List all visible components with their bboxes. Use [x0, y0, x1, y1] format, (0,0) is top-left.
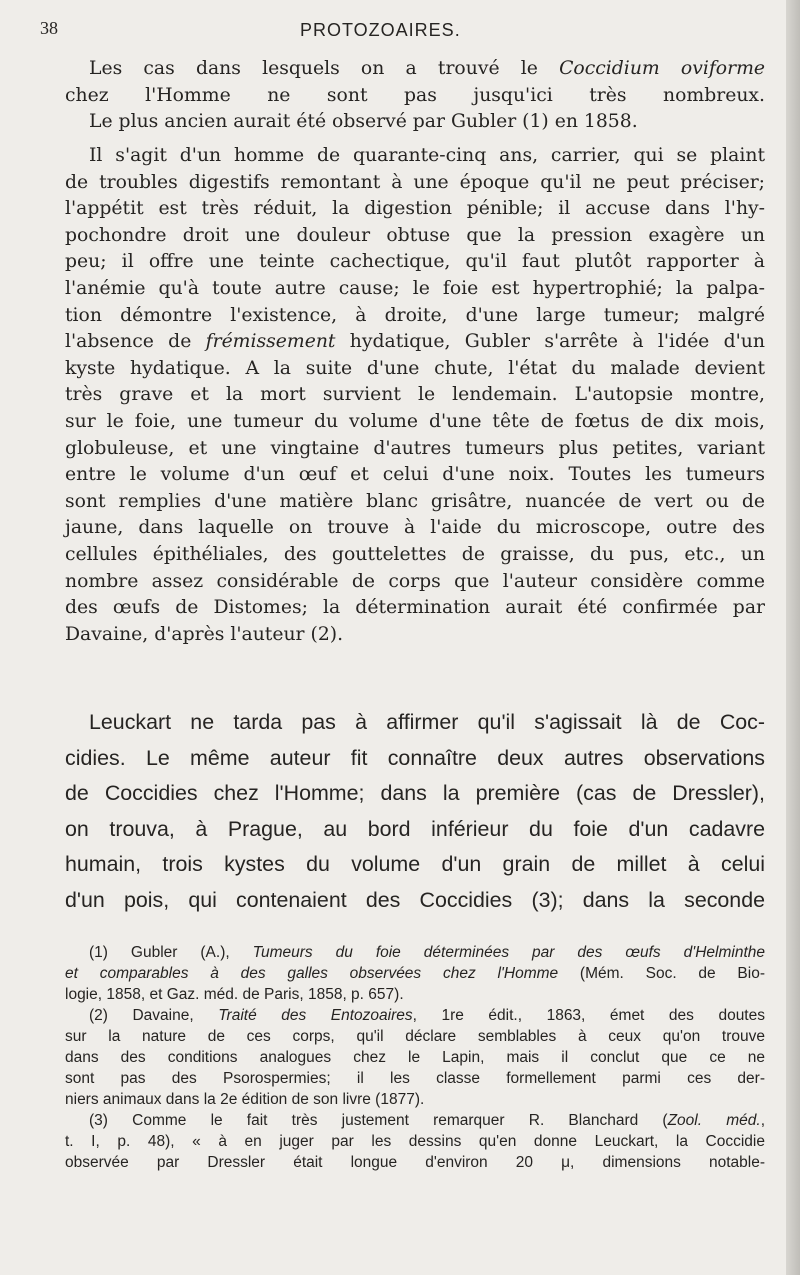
- paragraph-case-report: [65, 143, 765, 648]
- text-line: cellules épithéliales, des gouttelettes de graisse, du pus, etc., un: [65, 543, 765, 565]
- text-line: pochondre droit une douleur obtuse que la pression exagère un: [65, 224, 765, 246]
- footnotes: [65, 942, 765, 1173]
- running-title: PROTOZOAIRES.: [300, 20, 461, 40]
- text-line: globuleuse, et une vingtaine d'autres tumeurs plus petites, variant: [65, 437, 765, 459]
- text-line: niers animaux dans la 2e édition de son livre (1877).: [65, 1091, 425, 1108]
- page-number: 38: [40, 18, 58, 38]
- footnote-2: [65, 1005, 765, 1110]
- text-line: jaune, dans laquelle on trouve à l'aide du microscope, outre des: [65, 517, 765, 539]
- text-line: humain, trois kystes du volume d'un grain de millet à celui: [65, 852, 765, 876]
- text-line: l'absence de frémissement hydatique, Gubler s'arrête à l'idée d'un: [65, 331, 765, 353]
- text-line: sont pas des Psorospermies; il les classe formellement parmi ces der-: [65, 1070, 765, 1087]
- text-line: d'un pois, qui contenaient des Coccidies (3); dans la seconde: [65, 887, 765, 912]
- text-line: Leuckart ne tarda pas à affirmer qu'il s'agissait là de Coc-: [89, 710, 765, 734]
- text-line: sur le foie, une tumeur du volume d'une tête de fœtus de dix mois,: [65, 410, 765, 432]
- cited-title: Zool. méd.: [667, 1112, 761, 1129]
- paragraph-leuckart: [65, 705, 765, 918]
- text-line: Davaine, d'après l'auteur (2).: [65, 623, 344, 645]
- text-line: dans des conditions analogues chez le Lapin, mais il conclut que ce ne: [65, 1049, 765, 1066]
- italic-term: frémissement: [205, 331, 336, 353]
- text-line: peu; il offre une teinte cachectique, qu'il faut plutôt rapporter à: [65, 251, 765, 273]
- text-line: tion démontre l'existence, à droite, d'une large tumeur; malgré: [65, 304, 765, 326]
- text-line: (2) Davaine, Traité des Entozoaires, 1re édit., 1863, émet des doutes: [89, 1007, 765, 1024]
- footnote-3: [65, 1110, 765, 1173]
- text-line: logie, 1858, et Gaz. méd. de Paris, 1858, p. 657).: [65, 986, 404, 1003]
- text-line: (3) Comme le fait très justement remarquer R. Blanchard (Zool. méd.,: [89, 1112, 765, 1129]
- text-line: observée par Dressler était longue d'environ 20 μ, dimensions notable-: [65, 1154, 765, 1171]
- text-line: Il s'agit d'un homme de quarante-cinq ans, carrier, qui se plaint: [89, 145, 765, 166]
- text-line: l'anémie qu'à toute autre cause; le foie est hypertrophié; la palpa-: [65, 277, 765, 299]
- page-edge: [786, 0, 800, 1275]
- text-line: de Coccidies chez l'Homme; dans la première (cas de Dressler),: [65, 781, 765, 805]
- text-line: très grave et la mort survient le lendemain. L'autopsie montre,: [65, 384, 765, 406]
- text-line: et comparables à des galles observées chez l'Homme (Mém. Soc. de Bio-: [65, 965, 765, 982]
- paragraph-intro: [65, 56, 765, 136]
- text-line: Le plus ancien aurait été observé par Gubler (1) en 1858.: [89, 111, 638, 133]
- running-head: [0, 12, 786, 48]
- text-line: l'appétit est très réduit, la digestion pénible; il accuse dans l'hy-: [65, 198, 765, 220]
- cited-title: Traité des Entozoaires: [218, 1007, 413, 1024]
- text-line: on trouva, à Prague, au bord inférieur du foie d'un cadavre: [65, 816, 765, 841]
- cited-title: Tumeurs du foie déterminées par des œufs d'Helminthe: [252, 944, 765, 961]
- cited-title: et comparables à des galles observées chez l'Homme: [65, 965, 559, 982]
- text-line: entre le volume d'un œuf et celui d'une noix. Toutes les tumeurs: [65, 464, 765, 486]
- text-line: kyste hydatique. A la suite d'une chute, l'état du malade devient: [65, 357, 765, 379]
- text-line: chez l'Homme ne sont pas jusqu'ici très nombreux.: [65, 84, 765, 106]
- text-line: sur la nature de ces corps, qu'il déclare semblables à ceux qu'on trouve: [65, 1028, 765, 1045]
- italic-term: Coccidium oviforme: [559, 58, 765, 79]
- text-line: de troubles digestifs remontant à une époque qu'il ne peut préciser;: [65, 171, 765, 193]
- footnote-1: [65, 942, 765, 1005]
- text-line: sont remplies d'une matière blanc grisâtre, nuancée de vert ou de: [65, 490, 765, 512]
- text-line: des œufs de Distomes; la détermination aurait été confirmée par: [65, 597, 765, 619]
- text-line: t. I, p. 48), « à en juger par les dessins qu'en donne Leuckart, la Coccidie: [65, 1133, 765, 1150]
- text-line: cidies. Le même auteur fit connaître deux autres observations: [65, 745, 765, 770]
- text-line: nombre assez considérable de corps que l'auteur considère comme: [65, 570, 765, 592]
- text-line: Les cas dans lesquels on a trouvé le Coccidium oviforme: [89, 58, 765, 79]
- text-line: (1) Gubler (A.), Tumeurs du foie déterminées par des œufs d'Helminthe: [89, 944, 765, 961]
